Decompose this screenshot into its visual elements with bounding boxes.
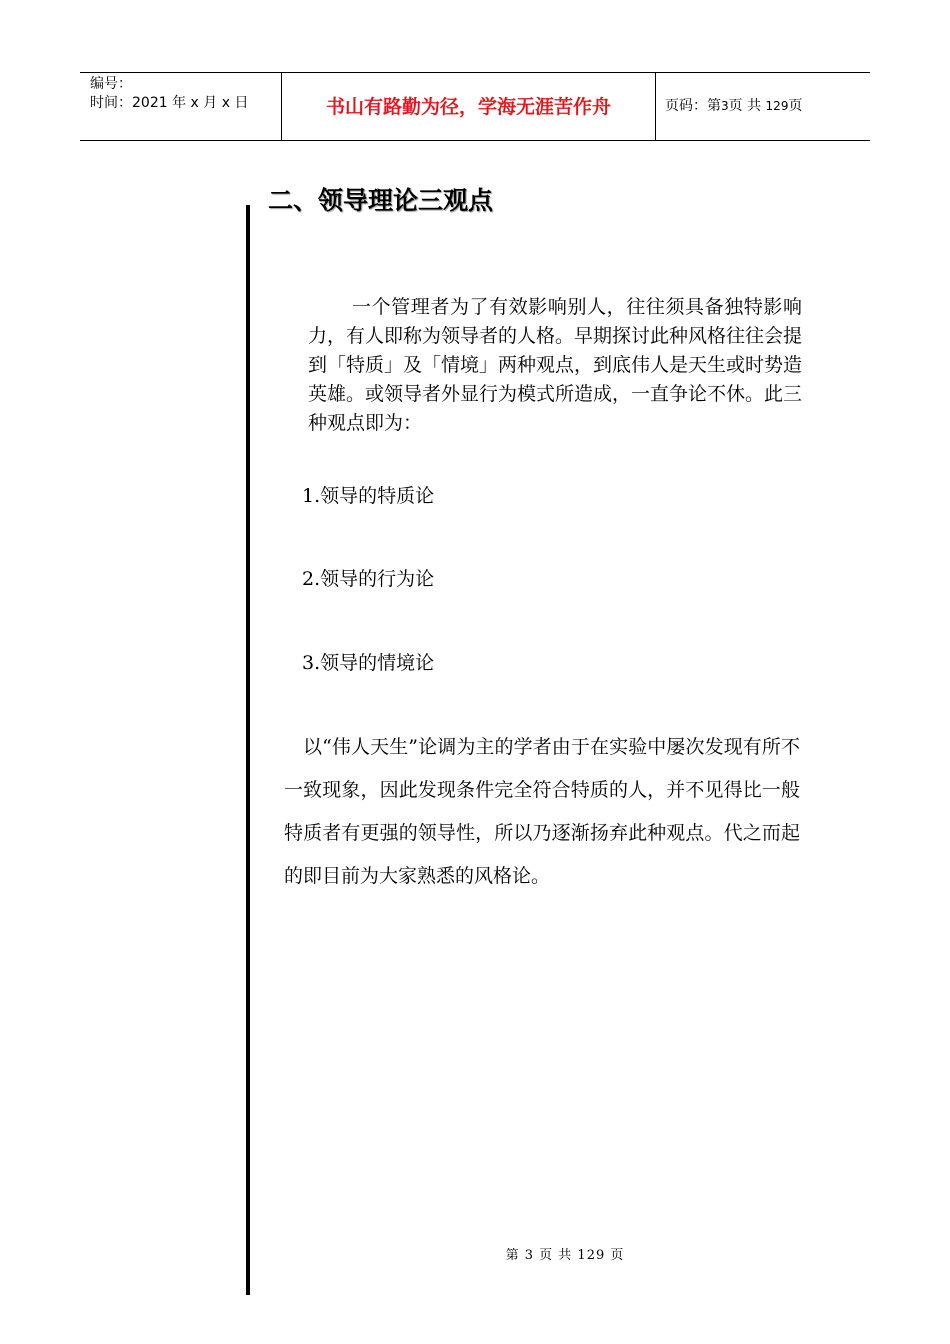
intro-paragraph: 一个管理者为了有效影响别人，往往须具备独特影响力，有人即称为领导者的人格。早期探讨此种风格往往会提到「特质」及「情境」两种观点，到底伟人是天生或时势造英雄。或领导者外显行为模式所造成，一直争论不休。此三种观点即为： [308, 296, 803, 434]
list-item-situational-theory: 3.领导的情境论 [302, 652, 435, 674]
header-page-indicator [665, 96, 802, 116]
header-page-total: 129 [765, 99, 789, 113]
list-item-behavior-theory: 2.领导的行为论 [302, 568, 435, 590]
margin-bar [246, 205, 250, 1295]
header-page-suffix: 页 [788, 98, 803, 114]
header-meta [90, 75, 248, 113]
header-divider-right [655, 72, 656, 140]
header-motto: 书山有路勤为径，学海无涯苦作舟 [325, 96, 611, 118]
header-bottom-rule [80, 140, 870, 141]
section-title: 二、领导理论三观点 [268, 186, 494, 215]
header-top-rule [80, 72, 870, 73]
header-page-current: 3 [721, 99, 729, 113]
list-item-trait-theory: 1.领导的特质论 [302, 485, 435, 507]
body-paragraph-2: 以“伟人天生”论调为主的学者由于在实验中屡次发现有所不一致现象，因此发现条件完全符合特质的人，并不见得比一般特质者有更强的领导性，所以乃逐渐扬弃此种观点。代之而起的即目前为大家熟悉的风格论。 [284, 736, 800, 887]
header-date-label: 时间：2021 年 x 月 x 日 [90, 95, 249, 111]
header-number-label: 编号： [90, 76, 132, 92]
header-page-label: 页码：第 [665, 98, 721, 114]
footer-page-number: 第 3 页 共 129 页 [505, 1248, 625, 1263]
header-page-mid: 页 共 [728, 98, 762, 114]
